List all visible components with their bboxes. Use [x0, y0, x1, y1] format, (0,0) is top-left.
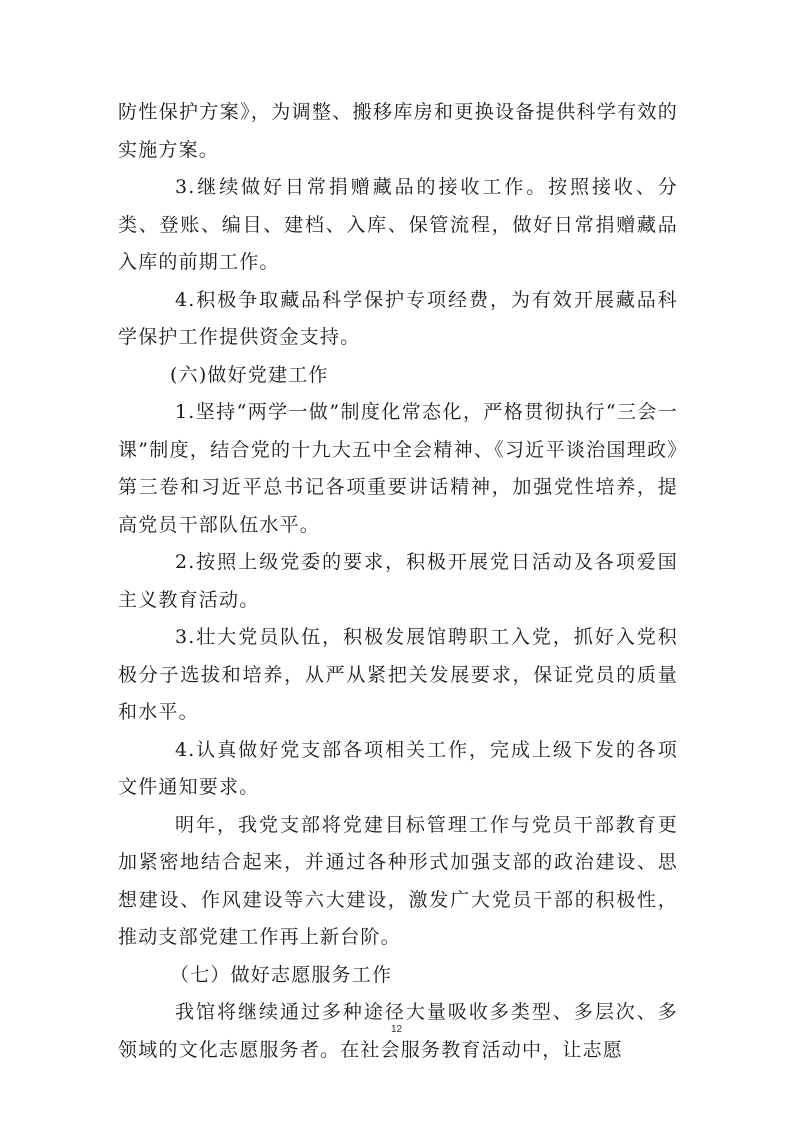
paragraph-party-item-2: 2.按照上级党委的要求，积极开展党日活动及各项爱国主义教育活动。 — [118, 551, 678, 611]
document-body — [118, 94, 678, 1069]
paragraph-party-item-4: 4.认真做好党支部各项相关工作，完成上级下发的各项文件通知要求。 — [118, 738, 678, 798]
paragraph-conservation-funding: 4.积极争取藏品科学保护专项经费，为有效开展藏品科学保护工作提供资金支持。 — [118, 288, 678, 348]
paragraph-party-item-3: 3.壮大党员队伍，积极发展馆聘职工入党，抓好入党积极分子选拔和培养，从严从紧把关发展要求，保证党员的质量和水平。 — [118, 626, 678, 723]
paragraph-continuation: 防性保护方案》，为调整、搬移库房和更换设备提供科学有效的实施方案。 — [118, 101, 678, 161]
paragraph-volunteer-intro: 我馆将继续通过多种途径大量吸收多类型、多层次、多领域的文化志愿服务者。在社会服务教育活动中，让志愿 — [118, 1001, 678, 1061]
section-heading-party-building: (六)做好党建工作 — [170, 363, 329, 386]
section-heading-volunteer-service: （七）做好志愿服务工作 — [170, 963, 393, 986]
page-number: 12 — [390, 1024, 403, 1035]
paragraph-donation-intake: 3.继续做好日常捐赠藏品的接收工作。按照接收、分类、登账、编目、建档、入库、保管流程，做好日常捐赠藏品入库的前期工作。 — [118, 176, 678, 273]
paragraph-party-item-1: 1.坚持“两学一做”制度化常态化，严格贯彻执行“三会一课”制度，结合党的十九大五中全会精神、《习近平谈治国理政》第三卷和习近平总书记各项重要讲话精神，加强党性培养，提高党员干部队伍水平。 — [118, 401, 678, 536]
paragraph-party-summary: 明年，我党支部将党建目标管理工作与党员干部教育更加紧密地结合起来，并通过各种形式加强支部的政治建设、思想建设、作风建设等六大建设，激发广大党员干部的积极性，推动支部党建工作再上新台阶。 — [118, 813, 678, 948]
